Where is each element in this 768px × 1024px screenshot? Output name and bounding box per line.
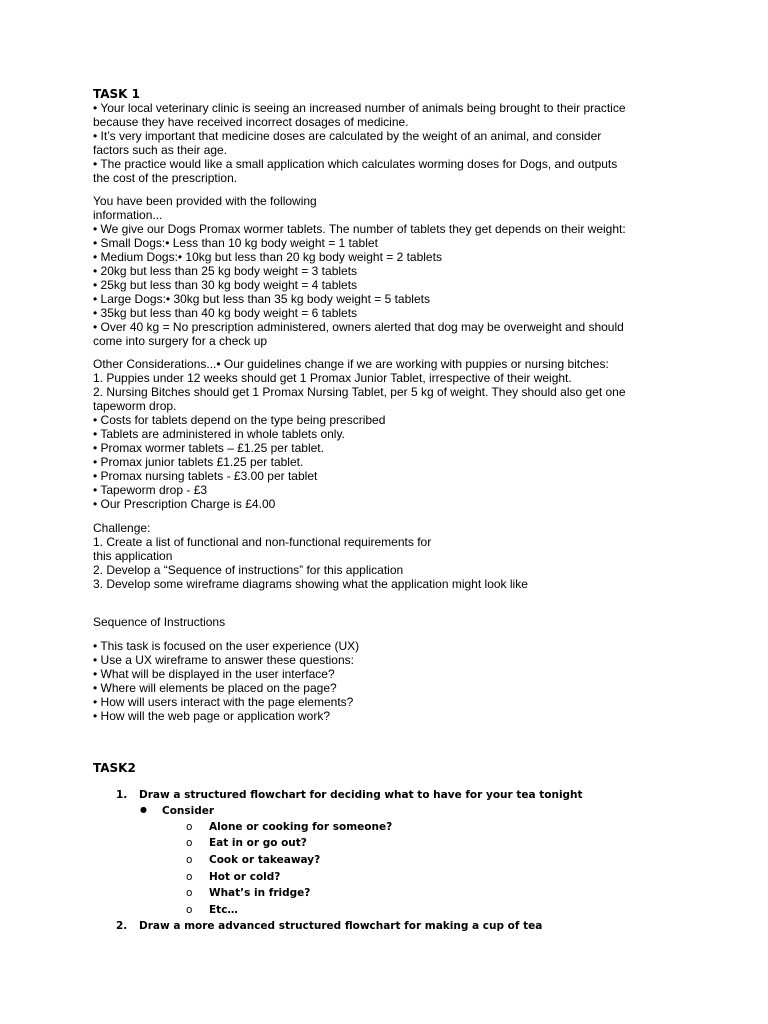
challenge-line: 3. Develop some wireframe diagrams showing what the application might look like	[93, 577, 528, 591]
info-line: • 35kg but less than 40 kg body weight = 6 tablets	[93, 306, 358, 320]
sub-item: Alone or cooking for someone?	[209, 821, 393, 833]
info-line: come into surgery for a check up	[93, 334, 268, 348]
consideration-line: • Our Prescription Charge is £4.00	[93, 497, 276, 511]
sub-item: Hot or cold?	[209, 871, 281, 883]
sub-item: What’s in fridge?	[209, 887, 311, 899]
info-line: You have been provided with the following	[93, 194, 317, 208]
sub-item: Eat in or go out?	[209, 837, 307, 849]
consideration-line: • Tablets are administered in whole tablets only.	[93, 427, 345, 441]
sequence-title: Sequence of Instructions	[93, 615, 226, 629]
consider-label: Consider	[162, 805, 215, 817]
consideration-line: • Promax nursing tablets - £3.00 per tablet	[93, 469, 318, 483]
info-line: • Small Dogs:• Less than 10 kg body weight = 1 tablet	[93, 236, 378, 250]
sequence-line: • Where will elements be placed on the page?	[93, 681, 337, 695]
sub-item: Cook or takeaway?	[209, 854, 321, 866]
challenge-line: 2. Develop a “Sequence of instructions” for this application	[93, 563, 404, 577]
sequence-line: • Use a UX wireframe to answer these questions:	[93, 653, 354, 667]
task2-item-1: Draw a structured flowchart for deciding what to have for your tea tonight	[139, 789, 583, 801]
sub-item: Etc…	[209, 904, 238, 916]
consideration-line: 2. Nursing Bitches should get 1 Promax Nursing Tablet, per 5 kg of weight. They should also get one	[93, 385, 626, 399]
intro-line: • The practice would like a small application which calculates worming doses for Dogs, and outputs	[93, 157, 618, 171]
consideration-line: • Costs for tablets depend on the type being prescribed	[93, 413, 386, 427]
sub-marker: o	[186, 854, 193, 866]
consideration-line: • Promax wormer tablets – £1.25 per tablet.	[93, 441, 324, 455]
sequence-line: • This task is focused on the user experience (UX)	[93, 639, 360, 653]
sub-marker: o	[186, 821, 193, 833]
sequence-line: • What will be displayed in the user interface?	[93, 667, 335, 681]
info-line: • We give our Dogs Promax wormer tablets. The number of tablets they get depends on their weight:	[93, 222, 626, 236]
challenge-line: Challenge:	[93, 521, 151, 535]
intro-line: factors such as their age.	[93, 143, 228, 157]
info-line: • Over 40 kg = No prescription administered, owners alerted that dog may be overweight and should	[93, 320, 624, 334]
sub-marker: o	[186, 904, 193, 916]
task2-item-2: Draw a more advanced structured flowchart for making a cup of tea	[139, 920, 543, 932]
sub-marker: o	[186, 871, 193, 883]
intro-line: because they have received incorrect dosages of medicine.	[93, 115, 409, 129]
intro-line: • It’s very important that medicine doses are calculated by the weight of an animal, and consider	[93, 129, 602, 143]
list-number: 2.	[116, 920, 128, 932]
info-line: information...	[93, 208, 163, 222]
consideration-line: 1. Puppies under 12 weeks should get 1 Promax Junior Tablet, irrespective of their weight.	[93, 371, 572, 385]
consideration-line: • Tapeworm drop - £3	[93, 483, 208, 497]
sequence-line: • How will users interact with the page elements?	[93, 695, 354, 709]
sub-marker: o	[186, 837, 193, 849]
sequence-line: • How will the web page or application work?	[93, 709, 330, 723]
intro-line: • Your local veterinary clinic is seeing an increased number of animals being brought to their practice	[93, 101, 626, 115]
bullet-marker: ●	[140, 805, 147, 814]
task1-heading: TASK 1	[93, 87, 141, 101]
consideration-line: Other Considerations...• Our guidelines change if we are working with puppies or nursing bitches:	[93, 357, 609, 371]
info-line: • Medium Dogs:• 10kg but less than 20 kg body weight = 2 tablets	[93, 250, 442, 264]
consideration-line: • Promax junior tablets £1.25 per tablet.	[93, 455, 304, 469]
info-line: • 20kg but less than 25 kg body weight = 3 tablets	[93, 264, 358, 278]
list-number: 1.	[116, 789, 128, 801]
sub-marker: o	[186, 887, 193, 899]
info-line: • Large Dogs:• 30kg but less than 35 kg body weight = 5 tablets	[93, 292, 430, 306]
challenge-line: 1. Create a list of functional and non-functional requirements for	[93, 535, 432, 549]
intro-line: the cost of the prescription.	[93, 171, 238, 185]
challenge-line: this application	[93, 549, 173, 563]
info-line: • 25kg but less than 30 kg body weight = 4 tablets	[93, 278, 358, 292]
consideration-line: tapeworm drop.	[93, 399, 177, 413]
task2-heading: TASK2	[93, 761, 136, 775]
